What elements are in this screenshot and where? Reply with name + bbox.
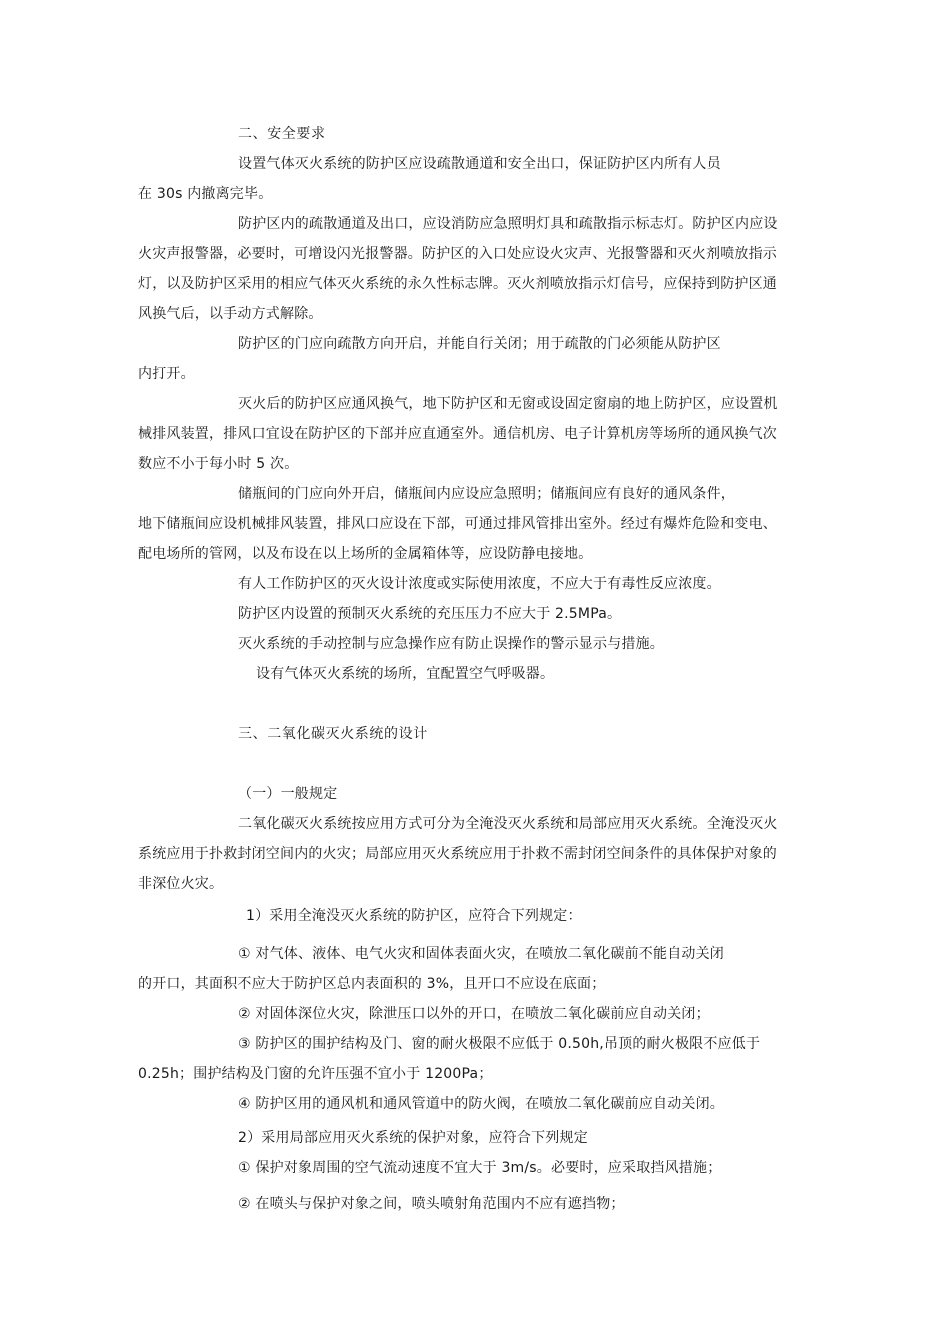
rule-title: 1）采用全淹没灭火系统的防护区，应符合下列规定： (246, 908, 582, 924)
paragraph-line: 风换气后，以手动方式解除。 (138, 306, 323, 322)
paragraph-line: 地下储瓶间应设机械排风装置，排风口应设在下部，可通过排风管排出室外。经过有爆炸危险和变电、 (138, 516, 777, 532)
section-heading-safety: 二、安全要求 (238, 126, 326, 142)
paragraph-line: 系统应用于扑救封闭空间内的火灾；局部应用灭火系统应用于扑救不需封闭空间条件的具体保护对象的 (138, 846, 777, 862)
paragraph-line: 防护区内的疏散通道及出口，应设消防应急照明灯具和疏散指示标志灯。防护区内应设 (238, 216, 778, 232)
paragraph-line: 二氧化碳灭火系统按应用方式可分为全淹没灭火系统和局部应用灭火系统。全淹没灭火 (238, 816, 778, 832)
list-item: 的开口，其面积不应大于防护区总内表面积的 3%，且开口不应设在底面； (138, 976, 606, 992)
paragraph-line: 在 30s 内撤离完毕。 (138, 186, 273, 202)
paragraph-line: 火灾声报警器，必要时，可增设闪光报警器。防护区的入口处应设火灾声、光报警器和灭火剂喷放指示 (138, 246, 777, 262)
paragraph-line: 灭火后的防护区应通风换气，地下防护区和无窗或设固定窗扇的地上防护区，应设置机 (238, 396, 778, 412)
list-item: ① 对气体、液体、电气火灾和固体表面火灾，在喷放二氧化碳前不能自动关闭 (238, 946, 724, 962)
paragraph-line: 内打开。 (138, 366, 195, 382)
paragraph-line: 灭火系统的手动控制与应急操作应有防止误操作的警示显示与措施。 (238, 636, 664, 652)
section-heading-co2: 三、二氧化碳灭火系统的设计 (238, 726, 428, 742)
paragraph-line: 设有气体灭火系统的场所，宜配置空气呼吸器。 (256, 666, 555, 682)
paragraph-line: 设置气体灭火系统的防护区应设疏散通道和安全出口，保证防护区内所有人员 (238, 156, 721, 172)
paragraph-line: 防护区的门应向疏散方向开启，并能自行关闭；用于疏散的门必须能从防护区 (238, 336, 721, 352)
paragraph-line: 防护区内设置的预制灭火系统的充压压力不应大于 2.5MPa。 (238, 606, 622, 622)
paragraph-line: 数应不小于每小时 5 次。 (138, 456, 299, 472)
list-item: ③ 防护区的围护结构及门、窗的耐火极限不应低于 0.50h,吊顶的耐火极限不应低于 (238, 1036, 761, 1052)
list-item: ① 保护对象周围的空气流动速度不宜大于 3m/s。必要时，应采取挡风措施； (238, 1160, 722, 1176)
paragraph-line: 械排风装置，排风口宜设在防护区的下部并应直通室外。通信机房、电子计算机房等场所的通风换气次 (138, 426, 777, 442)
list-item: ④ 防护区用的通风机和通风管道中的防火阀，在喷放二氧化碳前应自动关闭。 (238, 1096, 724, 1112)
list-item: 0.25h；围护结构及门窗的允许压强不宜小于 1200Pa； (138, 1066, 493, 1082)
paragraph-line: 灯，以及防护区采用的相应气体灭火系统的永久性标志牌。灭火剂喷放指示灯信号，应保持到防护区通 (138, 276, 777, 292)
list-item: ② 对固体深位火灾，除泄压口以外的开口，在喷放二氧化碳前应自动关闭； (238, 1006, 710, 1022)
paragraph-line: 有人工作防护区的灭火设计浓度或实际使用浓度，不应大于有毒性反应浓度。 (238, 576, 721, 592)
paragraph-line: 配电场所的管网，以及布设在以上场所的金属箱体等，应设防静电接地。 (138, 546, 593, 562)
rule-title: 2）采用局部应用灭火系统的保护对象，应符合下列规定 (238, 1130, 588, 1146)
paragraph-line: 非深位火灾。 (138, 876, 224, 892)
subsection-heading: （一）一般规定 (238, 786, 338, 802)
list-item: ② 在喷头与保护对象之间，喷头喷射角范围内不应有遮挡物； (238, 1196, 625, 1212)
paragraph-line: 储瓶间的门应向外开启，储瓶间内应设应急照明；储瓶间应有良好的通风条件， (238, 486, 735, 502)
